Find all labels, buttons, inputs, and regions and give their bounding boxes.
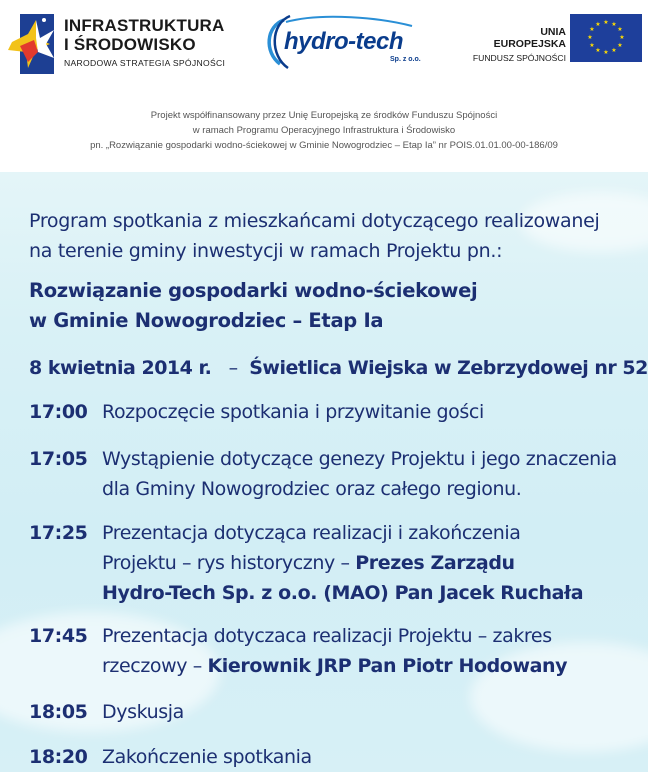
project-title <box>29 276 477 336</box>
svg-text:★: ★ <box>603 19 609 26</box>
hydro-tech-suffix: Sp. z o.o. <box>390 56 421 63</box>
svg-text:★: ★ <box>611 21 617 28</box>
svg-text:★: ★ <box>611 47 617 54</box>
agenda-time: 17:00 <box>29 401 88 423</box>
date-separator: – <box>228 357 238 379</box>
svg-text:★: ★ <box>619 34 625 41</box>
ifs-subtitle: NARODOWA STRATEGIA SPÓJNOŚCI <box>64 58 226 68</box>
hydro-tech-name: hydro-tech <box>284 28 404 55</box>
agenda-text: Prezentacja dotycząca realizacji i zakończenia <box>102 522 521 544</box>
svg-text:★: ★ <box>617 42 623 49</box>
agenda-speaker: Kierownik JRP Pan Piotr Hodowany <box>207 655 568 677</box>
svg-text:★: ★ <box>587 34 593 41</box>
svg-text:★: ★ <box>595 21 601 28</box>
agenda-text: Projektu – rys historyczny – <box>102 552 356 574</box>
cofunding-line: w ramach Programu Operacyjnego Infrastruktura i Środowisko <box>192 125 456 136</box>
agenda-time: 17:25 <box>29 522 88 544</box>
project-title-line: w Gminie Nowogrodziec – Etap Ia <box>29 309 384 332</box>
agenda-speaker: Hydro-Tech Sp. z o.o. (MAO) Pan Jacek Ruchała <box>102 582 584 604</box>
infrastruktura-srodowisko-logo <box>6 10 236 76</box>
svg-text:★: ★ <box>617 26 623 33</box>
agenda-speaker: Prezes Zarządu <box>355 552 515 574</box>
eu-title: UNIA EUROPEJSKA <box>493 26 566 50</box>
ifs-title-line1: INFRASTRUKTURA <box>64 16 225 35</box>
eu-flag-icon <box>570 14 642 62</box>
svg-text:★: ★ <box>589 42 595 49</box>
agenda-text: Wystąpienie dotyczące genezy Projektu i jego znaczenia <box>102 448 617 470</box>
hydro-tech-logo <box>262 12 434 74</box>
ifs-star-icon <box>6 12 56 76</box>
agenda-text: dla Gminy Nowogrodziec oraz całego regionu. <box>102 478 522 500</box>
eu-fund: FUNDUSZ SPÓJNOŚCI <box>472 53 566 63</box>
eu-logo <box>466 14 642 64</box>
program-intro <box>29 206 599 266</box>
intro-line: na terenie gminy inwestycji w ramach Projektu pn.: <box>29 240 503 262</box>
agenda-time: 17:05 <box>29 448 88 470</box>
agenda-text: Dyskusja <box>102 701 184 723</box>
agenda-text: Zakończenie spotkania <box>102 746 312 768</box>
agenda-time: 18:05 <box>29 701 88 723</box>
cofunding-notice <box>0 108 648 153</box>
agenda-time: 17:45 <box>29 625 88 647</box>
svg-text:★: ★ <box>603 49 609 56</box>
svg-text:★: ★ <box>589 26 595 33</box>
program-content <box>0 172 648 772</box>
svg-text:★: ★ <box>595 47 601 54</box>
agenda-text-mixed <box>102 651 567 681</box>
agenda-text: rzeczowy – <box>102 655 208 677</box>
agenda-text: Prezentacja dotyczaca realizacji Projektu – zakres <box>102 625 552 647</box>
intro-line: Program spotkania z mieszkańcami dotyczącego realizowanej <box>29 210 600 232</box>
date-venue-line <box>29 357 648 379</box>
agenda-time: 18:20 <box>29 746 88 768</box>
meeting-date: 8 kwietnia 2014 r. <box>29 357 212 379</box>
agenda-text-mixed <box>102 548 583 578</box>
agenda-text-mixed <box>102 578 583 608</box>
program-panel <box>0 172 648 772</box>
project-title-line: Rozwiązanie gospodarki wodno-ściekowej <box>29 279 478 302</box>
ifs-title-line2: I ŚRODOWISKO <box>64 35 196 54</box>
logo-header <box>0 0 648 172</box>
agenda-text: Rozpoczęcie spotkania i przywitanie gości <box>102 401 484 423</box>
cofunding-line: pn. „Rozwiązanie gospodarki wodno-ściekowej w Gminie Nowogrodziec – Etap Ia” nr POIS.01.01.00-00-186/09 <box>90 140 558 151</box>
cofunding-line: Projekt współfinansowany przez Unię Europejską ze środków Funduszu Spójności <box>150 110 498 121</box>
meeting-venue: Świetlica Wiejska w Zebrzydowej nr 52 <box>249 357 648 379</box>
